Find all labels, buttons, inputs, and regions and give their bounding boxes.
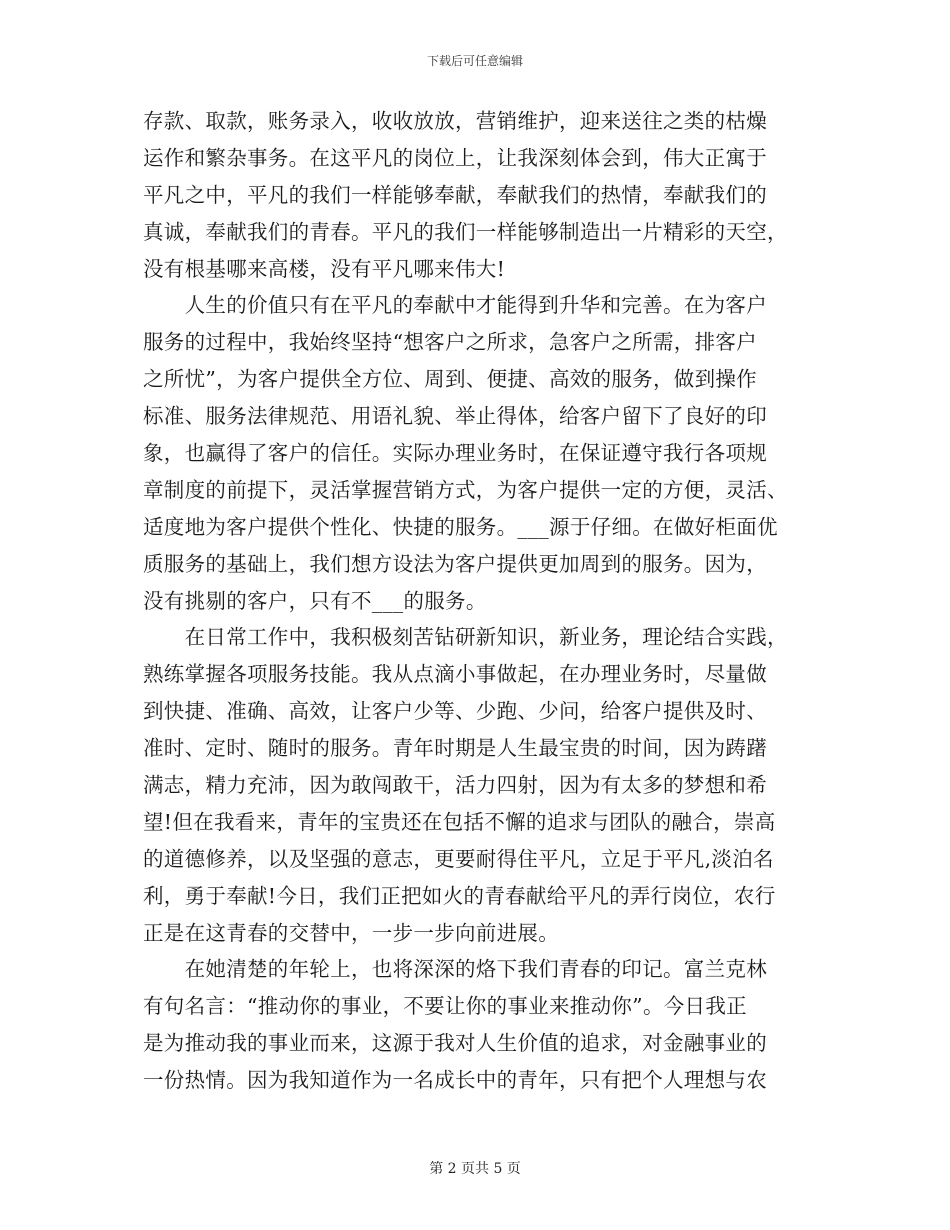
text-line: 在她清楚的年轮上，也将深深的烙下我们青春的印记。富兰克林 (143, 957, 767, 982)
text-line: 章制度的前提下，灵活掌握营销方式，为客户提供一定的方便，灵活、 (143, 477, 788, 502)
text-line: 平凡之中，平凡的我们一样能够奉献，奉献我们的热情，奉献我们的 (143, 182, 767, 207)
page-header: 下载后可任意编辑 (426, 54, 523, 68)
text-line: 熟练掌握各项服务技能。我从点滴小事做起，在办理业务时，尽量做 (143, 662, 767, 687)
text-line: 没有根基哪来高楼，没有平凡哪来伟大! (143, 256, 506, 281)
text-line: 准时、定时、随时的服务。青年时期是人生最宝贵的时间，因为踌躇 (143, 736, 767, 761)
text-line: 没有挑剔的客户，只有不___的服务。 (143, 588, 487, 613)
text-line: 真诚，奉献我们的青春。平凡的我们一样能够制造出一片精彩的天空， (143, 219, 788, 244)
text-line: 在日常工作中，我积极刻苦钻研新知识，新业务，理论结合实践， (143, 625, 788, 650)
text-line: 望!但在我看来，青年的宝贵还在包括不懈的追求与团队的融合，崇高 (143, 809, 776, 834)
text-line: 一份热情。因为我知道作为一名成长中的青年，只有把个人理想与农 (143, 1068, 767, 1093)
text-line: 质服务的基础上，我们想方设法为客户提供更加周到的服务。因为， (143, 551, 767, 576)
text-line: 标准、服务法律规范、用语礼貌、举止得体，给客户留下了良好的印 (143, 404, 767, 429)
text-line: 人生的价值只有在平凡的奉献中才能得到升华和完善。在为客户 (143, 293, 767, 318)
text-line: 的道德修养，以及坚强的意志，更要耐得住平凡，立足于平凡,淡泊名 (143, 846, 774, 871)
page-footer: 第 2 页共 5 页 (429, 1161, 521, 1177)
text-line: 服务的过程中，我始终坚持“想客户之所求，急客户之所需，排客户 (143, 330, 757, 355)
text-line: 之所忧”，为客户提供全方位、周到、便捷、高效的服务，做到操作 (143, 367, 757, 392)
text-line: 到快捷、准确、高效，让客户少等、少跑、少问，给客户提供及时、 (143, 699, 767, 724)
text-line: 有句名言：“推动你的事业，不要让你的事业来推动你”。今日我正 (143, 994, 747, 1019)
text-line: 利，勇于奉献!今日，我们正把如火的青春献给平凡的弄行岗位，农行 (143, 883, 776, 908)
document-body (143, 103, 807, 1099)
text-line: 存款、取款，账务录入，收收放放，营销维护，迎来送往之类的枯燥 (143, 109, 767, 133)
text-line: 是为推动我的事业而来，这源于我对人生价值的追求，对金融事业的 (143, 1031, 767, 1056)
text-line: 正是在这青春的交替中，一步一步向前进展。 (143, 920, 559, 945)
text-line: 象，也赢得了客户的信任。实际办理业务时，在保证遵守我行各项规 (143, 441, 767, 466)
text-line: 满志，精力充沛，因为敢闯敢干，活力四射，因为有太多的梦想和希 (143, 773, 767, 798)
text-line: 适度地为客户提供个性化、快捷的服务。___源于仔细。在做好柜面优 (143, 514, 778, 539)
text-line: 运作和繁杂事务。在这平凡的岗位上，让我深刻体会到，伟大正寓于 (143, 145, 767, 170)
